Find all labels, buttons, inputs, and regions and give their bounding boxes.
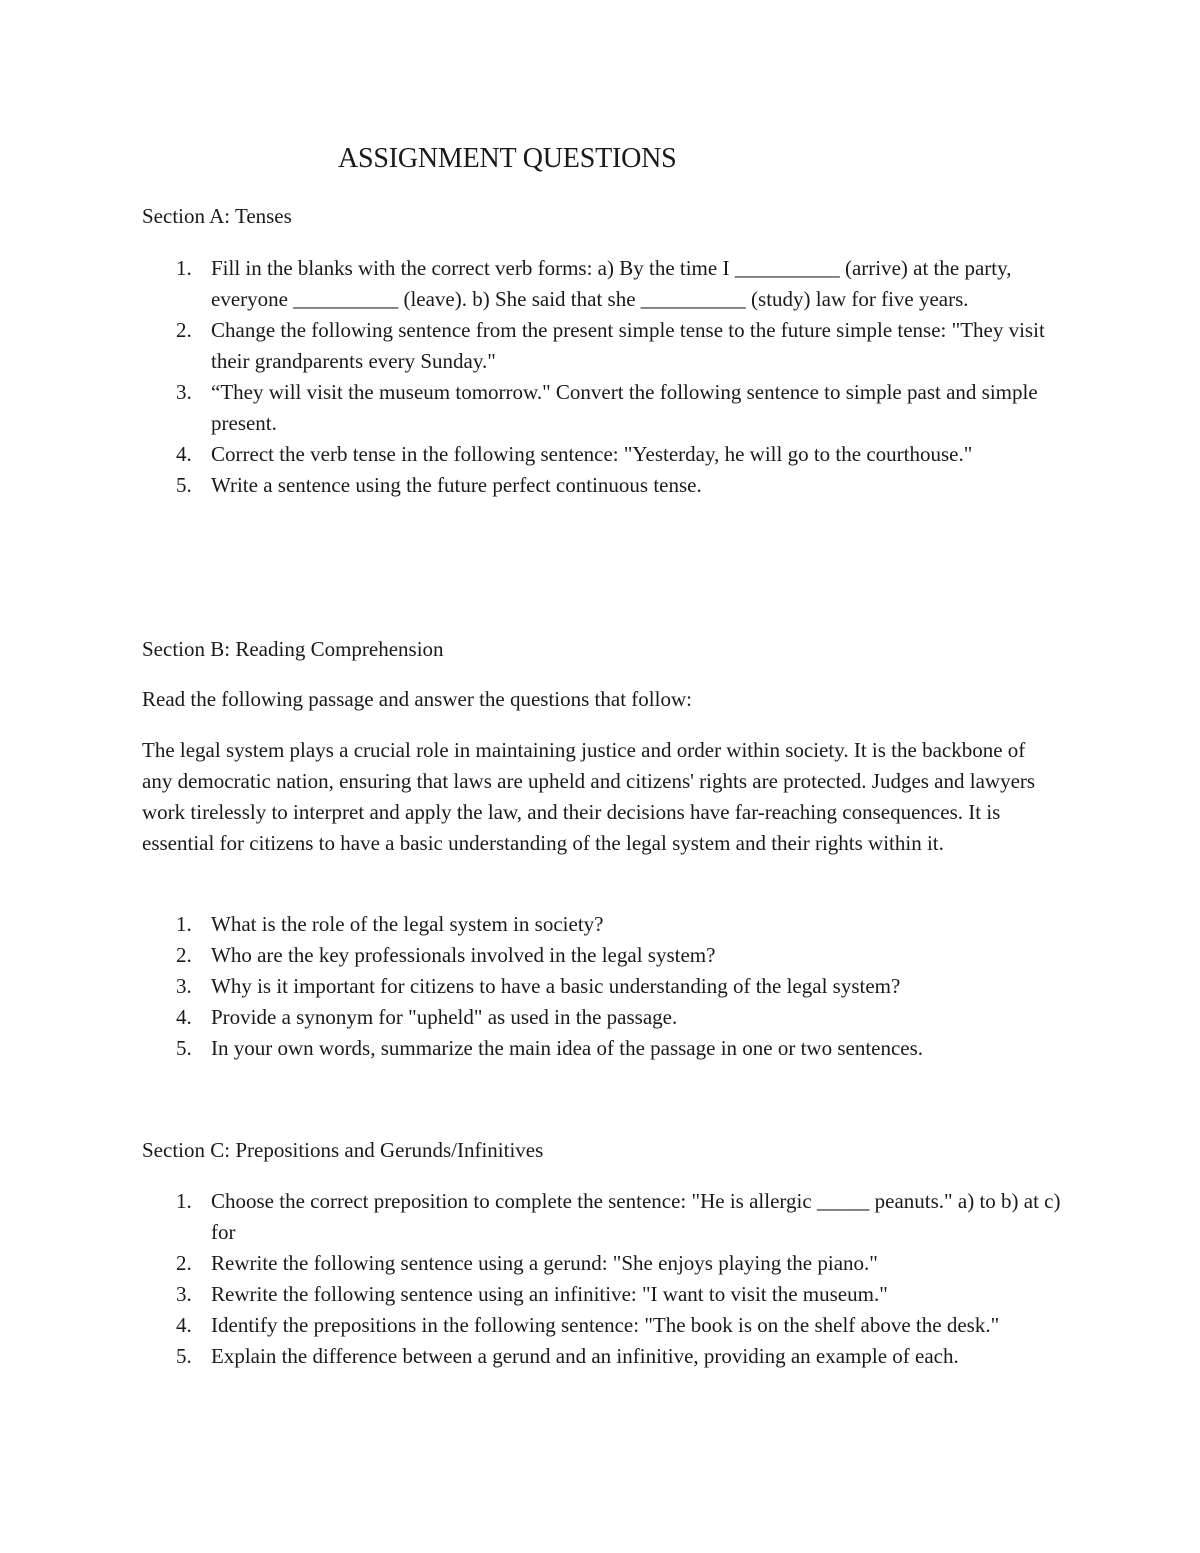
list-item — [142, 940, 1062, 971]
question-text: Rewrite the following sentence using an infinitive: "I want to visit the museum." — [211, 1282, 888, 1306]
item-number: 5. — [176, 473, 192, 497]
item-number: 5. — [176, 1344, 192, 1368]
question-text: Identify the prepositions in the following sentence: "The book is on the shelf above the desk." — [211, 1313, 1000, 1337]
list-item — [142, 1279, 1062, 1310]
page-title: ASSIGNMENT QUESTIONS — [338, 143, 677, 174]
item-number: 3. — [176, 1282, 192, 1306]
question-text: Choose the correct preposition to complete the sentence: "He is allergic _____ peanuts." a) to b) at c) for — [211, 1189, 1061, 1244]
list-item — [142, 1002, 1062, 1033]
list-item — [142, 315, 1062, 377]
item-number: 1. — [176, 912, 192, 936]
list-item — [142, 253, 1062, 315]
section-c-heading: Section C: Prepositions and Gerunds/Infinitives — [142, 1138, 544, 1162]
item-number: 2. — [176, 318, 192, 342]
question-text: Rewrite the following sentence using a gerund: "She enjoys playing the piano." — [211, 1251, 878, 1275]
item-number: 5. — [176, 1036, 192, 1060]
item-number: 3. — [176, 974, 192, 998]
item-number: 1. — [176, 256, 192, 280]
question-text: Change the following sentence from the present simple tense to the future simple tense: "They visit their grandparents every Sunday." — [211, 318, 1045, 373]
question-text: In your own words, summarize the main idea of the passage in one or two sentences. — [211, 1036, 924, 1060]
list-item — [142, 1310, 1062, 1341]
section-a-heading: Section A: Tenses — [142, 204, 292, 228]
question-text: Explain the difference between a gerund and an infinitive, providing an example of each. — [211, 1344, 959, 1368]
section-c-question-list — [142, 1186, 1062, 1372]
list-item — [142, 971, 1062, 1002]
question-text: Who are the key professionals involved in the legal system? — [211, 943, 716, 967]
item-number: 3. — [176, 380, 192, 404]
list-item — [142, 1033, 1062, 1064]
reading-passage: The legal system plays a crucial role in maintaining justice and order within society. It is the backbone of any democratic nation, ensuring that laws are upheld and citizens' rights are protected. Judges and lawyers work tirelessly to interpret and apply the law, and their decisions have far-reaching consequences. It is essential for citizens to have a basic understanding of the legal system and their rights within it. — [142, 738, 1036, 855]
question-text: What is the role of the legal system in society? — [211, 912, 604, 936]
question-text: Fill in the blanks with the correct verb forms: a) By the time I __________ (arrive) at the party, everyone __________ (leave). b) She said that she __________ (study) law for five years. — [211, 256, 1012, 311]
list-item — [142, 1248, 1062, 1279]
list-item — [142, 1341, 1062, 1372]
item-number: 2. — [176, 943, 192, 967]
item-number: 4. — [176, 442, 192, 466]
question-text: Why is it important for citizens to have a basic understanding of the legal system? — [211, 974, 901, 998]
list-item — [142, 909, 1062, 940]
list-item — [142, 1186, 1062, 1248]
section-b-instruction: Read the following passage and answer the questions that follow: — [142, 687, 692, 711]
section-a-question-list — [142, 253, 1062, 501]
list-item — [142, 377, 1062, 439]
list-item — [142, 470, 1062, 501]
section-b-question-list — [142, 909, 1062, 1064]
item-number: 4. — [176, 1005, 192, 1029]
item-number: 1. — [176, 1189, 192, 1213]
list-item — [142, 439, 1062, 470]
question-text: Correct the verb tense in the following sentence: "Yesterday, he will go to the courthouse." — [211, 442, 973, 466]
question-text: “They will visit the museum tomorrow." Convert the following sentence to simple past and simple present. — [211, 380, 1038, 435]
item-number: 2. — [176, 1251, 192, 1275]
question-text: Provide a synonym for "upheld" as used in the passage. — [211, 1005, 678, 1029]
question-text: Write a sentence using the future perfect continuous tense. — [211, 473, 702, 497]
section-b-heading: Section B: Reading Comprehension — [142, 637, 444, 661]
item-number: 4. — [176, 1313, 192, 1337]
